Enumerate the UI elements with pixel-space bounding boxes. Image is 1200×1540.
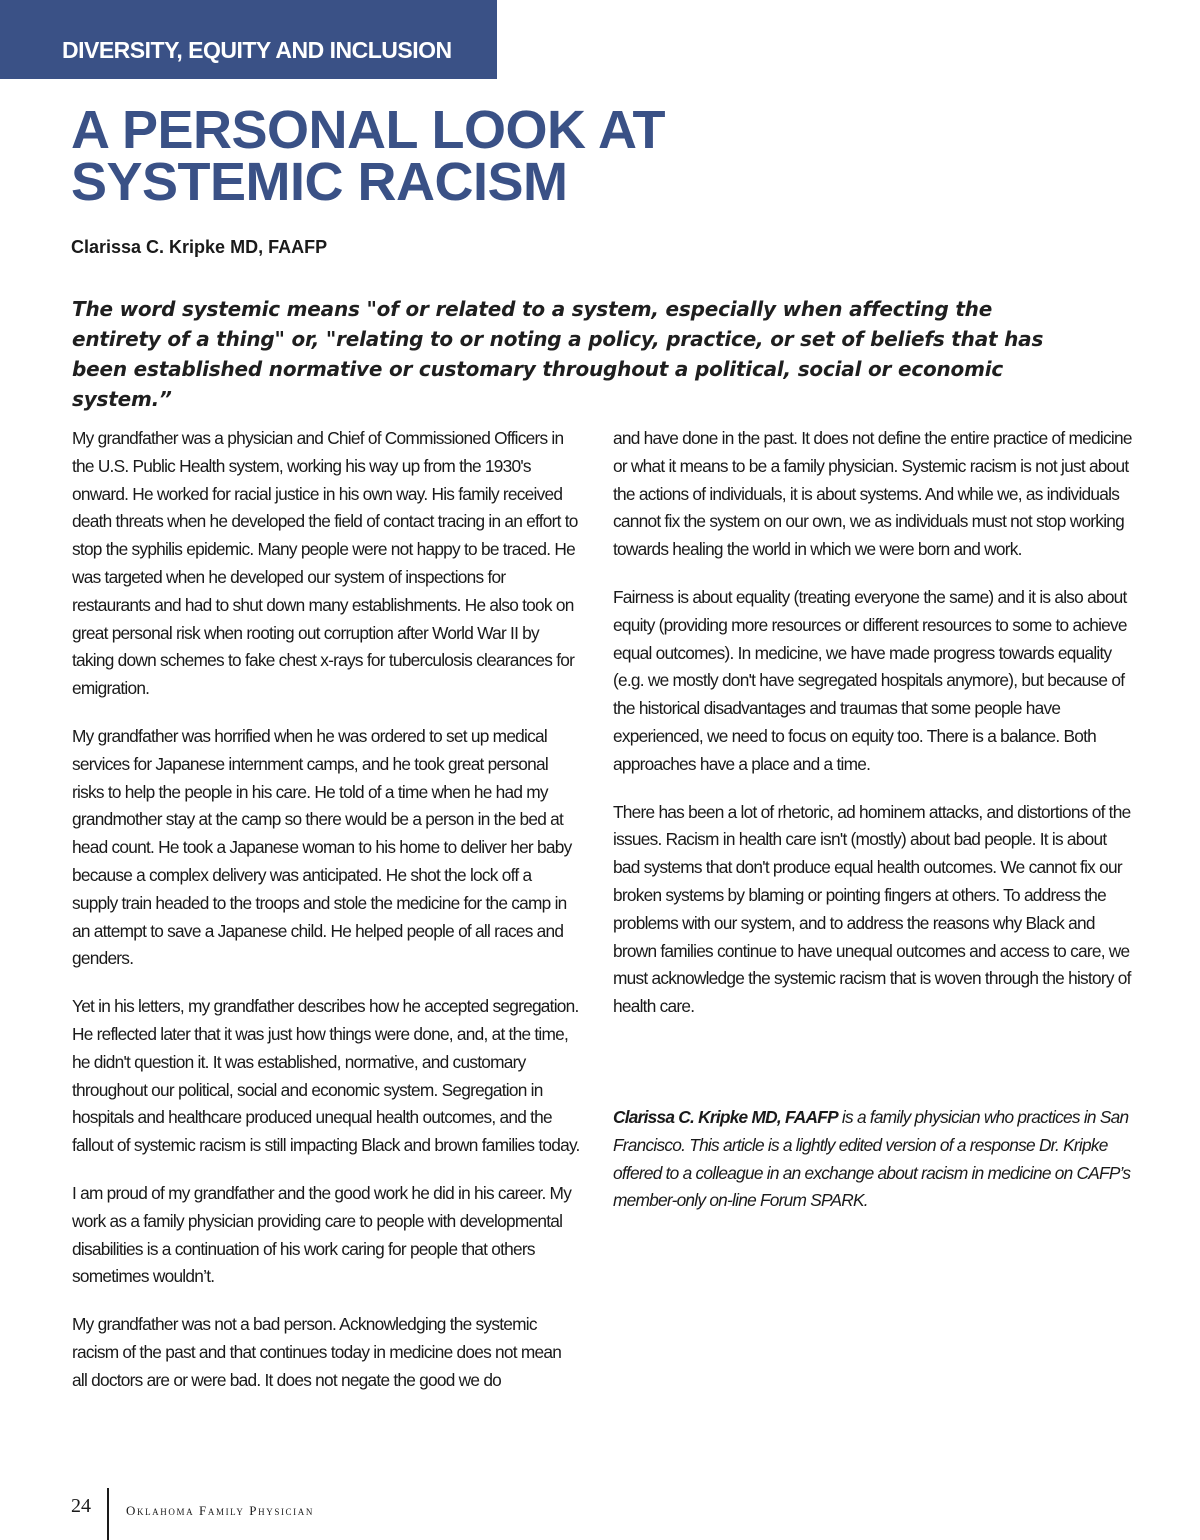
author-bio-name: Clarissa C. Kripke MD, FAAFP [613, 1107, 838, 1127]
page-title-line-2: SYSTEMIC RACISM [71, 152, 568, 212]
pull-quote: The word systemic means "of or related to a system, especially when affecting the entirety of a thing" or, "relating to or noting a policy, practice, or set of beliefs that has been established normative or customary throughout a political, social or economic system.” [72, 297, 1044, 411]
article-column-right [613, 425, 1133, 1041]
publication-name: Oklahoma Family Physician [126, 1503, 314, 1518]
article-paragraph: My grandfather was a physician and Chief of Commissioned Officers in the U.S. Public Health system, working his way up from the 1930's onward. He worked for racial justice in his own way. His family received death threats when he developed the field of contact tracing in an effort to stop the syphilis epidemic. Many people were not happy to be traced. He was targeted when he developed our system of inspections for restaurants and had to shut down many establishments. He also took on great personal risk when rooting out corruption after World War II by taking down schemes to fake chest x-rays for tuberculosis clearances for emigration. [72, 428, 578, 699]
article-column-left [72, 425, 580, 1415]
article-paragraph: My grandfather was horrified when he was ordered to set up medical services for Japanese internment camps, and he took great personal risks to help the people in his care. He told of a time when he had my grandmother stay at the camp so there would be a person in the bed at head count. He took a Japanese woman to his home to deliver her baby because a complex delivery was anticipated. He shot the lock off a supply train headed to the troops and stole the medicine for the camp in an attempt to save a Japanese child. He helped people of all races and genders. [72, 725, 572, 969]
author-bio-text: is a family physician who practices in San Francisco. This article is a lightly edited version of a response Dr. Kripke offered to a colleague in an exchange about racism in medicine on CAFP’s member-only on-line Forum SPARK. [613, 1107, 1131, 1211]
footer-divider [107, 1488, 109, 1540]
article-paragraph: There has been a lot of rhetoric, ad hominem attacks, and distortions of the issues. Racism in health care isn't (mostly) about bad people. It is about bad systems that don't produce equal health outcomes. We cannot fix our broken systems by blaming or pointing fingers at others. To address the problems with our system, and to address the reasons why Black and brown families continue to have unequal outcomes and access to care, we must acknowledge the systemic racism that is woven through the history of health care. [613, 801, 1131, 1017]
page-title [71, 100, 971, 212]
article-paragraph: I am proud of my grandfather and the good work he did in his career. My work as a family physician providing care to people with developmental disabilities is a continuation of his work caring for people that others sometimes wouldn’t. [72, 1182, 572, 1287]
section-banner [0, 0, 497, 79]
article-paragraph: Yet in his letters, my grandfather describes how he accepted segregation. He reflected later that it was just how things were done, and, at the time, he didn't question it. It was established, normative, and customary throughout our political, social and economic system. Segregation in hospitals and healthcare produced unequal health outcomes, and the fallout of systemic racism is still impacting Black and brown families today. [72, 996, 580, 1156]
page-number: 24 [71, 1495, 91, 1517]
author-bio [613, 1104, 1138, 1215]
article-paragraph: and have done in the past. It does not define the entire practice of medicine or what it means to be a family physician. Systemic racism is not just about the actions of individuals, it is about systems. And while we, as individuals cannot fix the system on our own, we as individuals must not stop working towards healing the world in which we were born and work. [613, 428, 1132, 560]
article-paragraph: Fairness is about equality (treating everyone the same) and it is also about equity (providing more resources or different resources to some to achieve equal outcomes). In medicine, we have made progress towards equality (e.g. we mostly don't have segregated hospitals anymore), but because of the historical disadvantages and traumas that some people have experienced, we need to focus on equity too. There is a balance. Both approaches have a place and a time. [613, 586, 1127, 774]
article-paragraph: My grandfather was not a bad person. Acknowledging the systemic racism of the past and that continues today in medicine does not mean all doctors are or were bad. It does not negate the good we do [72, 1314, 562, 1390]
page-title-line-1: A PERSONAL LOOK AT [71, 100, 666, 160]
author-byline: Clarissa C. Kripke MD, FAAFP [71, 237, 328, 257]
section-label: DIVERSITY, EQUITY AND INCLUSION [62, 37, 452, 63]
